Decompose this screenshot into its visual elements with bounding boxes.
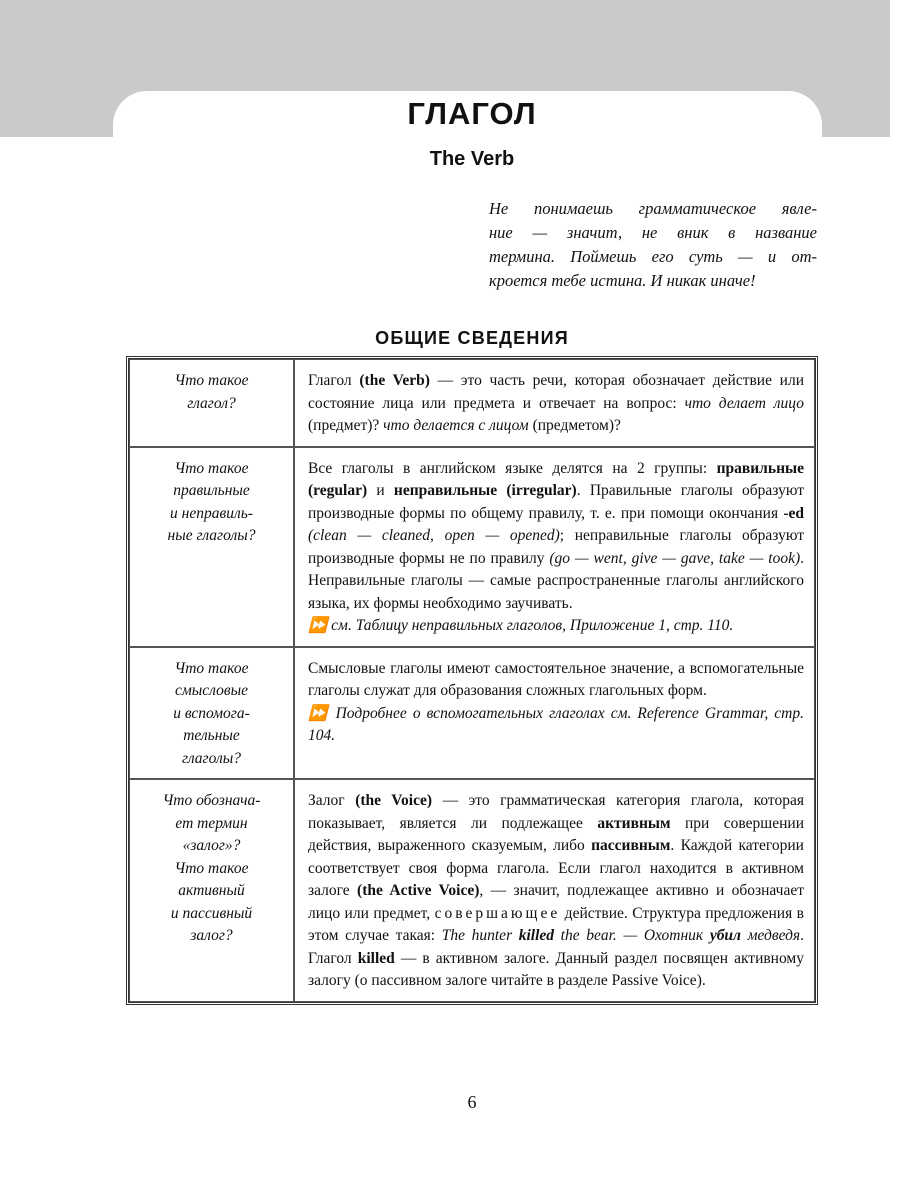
question-line: правильные (173, 482, 250, 499)
answer-example-verb: killed (518, 927, 555, 944)
answer-text: ; неправильные глаголы образуют производные формы не по правилу (308, 527, 804, 567)
answer-emphasis: что делается с лицом (383, 417, 529, 434)
answer-text: Глагол (308, 372, 360, 389)
answer-term: -ed (783, 504, 804, 522)
question-cell (129, 779, 294, 1002)
answer-text: . Глагол (308, 927, 805, 967)
answer-cell (294, 647, 815, 780)
page-subtitle: The Verb (429, 148, 515, 170)
question-line: и вспомога- (173, 704, 250, 722)
answer-text: (предметом)? (528, 417, 621, 434)
epigraph-line: ние — значит, не вник в название (489, 223, 817, 242)
question-line: залог? (190, 927, 233, 944)
answer-term: (the Verb) (359, 372, 430, 389)
answer-term: правильные (regular) (308, 459, 804, 499)
epigraph-line: термина. Поймешь его суть — и от- (489, 247, 817, 266)
answer-example: the bear. — Охотник (554, 927, 710, 944)
answer-text: , — значит, подлежащее активно и обозначает лицо или предмет, (308, 882, 805, 922)
answer-cell (294, 359, 815, 447)
epigraph-line: кроется тебе истина. И никак иначе! (489, 271, 756, 290)
answer-text: — в активном залоге. Данный раздел посвящен активному залогу (о пассивном залоге читайте в разделе Passive Voice). (308, 949, 804, 989)
question-line: тельные (183, 727, 240, 744)
table-row (129, 359, 815, 447)
answer-text: — это часть речи, которая обозначает действие или состояние лица или предмета и отвечает на вопрос: (308, 372, 804, 412)
question-line: смысловые (175, 682, 248, 699)
question-line: и пассивный (170, 904, 253, 922)
answer-example-verb: убил (709, 927, 742, 944)
answer-example: медведя (741, 927, 801, 944)
answer-cell (294, 447, 815, 647)
answer-text: Залог (308, 792, 356, 809)
question-line: ные глаголы? (167, 527, 256, 544)
epigraph-line: Не понимаешь грамматическое явле- (489, 199, 817, 218)
answer-cell (294, 779, 815, 1002)
table-row (129, 779, 815, 1002)
answer-text: — это грамматическая категория глагола, которая показывает, является ли подлежащее (308, 792, 805, 832)
answer-term: активным (597, 814, 671, 832)
answer-emphasis: что делает лицо (684, 394, 804, 412)
question-cell (129, 647, 294, 780)
answer-term: (the Voice) (355, 792, 433, 809)
question-line: глаголы? (182, 749, 241, 767)
question-line: Что такое (174, 859, 249, 877)
question-line: Что такое (174, 372, 249, 389)
answer-spaced-word: совершающее (434, 904, 561, 922)
cross-reference: ⏩ см. Таблицу неправильных глаголов, Приложение 1, стр. 110. (308, 617, 734, 634)
question-line: и неправиль- (170, 504, 253, 522)
table-row (129, 647, 815, 780)
question-line: Что такое (174, 459, 249, 477)
question-line: активный (178, 882, 245, 899)
answer-example: The hunter (441, 927, 519, 944)
epigraph (489, 197, 817, 293)
answer-term: неправильные (irregular) (393, 482, 577, 499)
question-line: Что обознача- (162, 792, 261, 809)
question-cell (129, 447, 294, 647)
question-line: «залог»? (182, 837, 241, 854)
answer-text: Смысловые глаголы имеют самостоятельное значение, а вспомогательные глаголы служат для образования сложных глагольных форм. (308, 659, 804, 699)
answer-example: (clean — cleaned, open — opened) (308, 527, 560, 544)
answer-term: killed (357, 949, 395, 967)
answer-text: Все глаголы в английском языке делятся на 2 группы: (308, 459, 717, 477)
question-line: ет термин (175, 814, 248, 832)
answer-text: и (367, 482, 394, 499)
cross-reference: ⏩ Подробнее о вспомогательных глаголах см. Reference Grammar, стр. 104. (308, 704, 804, 744)
answer-text: . Каждой категории соответствует своя форма глагола. Если глагол находится в активном залоге (308, 837, 804, 899)
question-cell (129, 359, 294, 447)
section-title: ОБЩИЕ СВЕДЕНИЯ (375, 328, 569, 348)
answer-term: пассивным (591, 837, 671, 854)
question-line: Что такое (174, 659, 249, 677)
answer-text: (предмет)? (308, 417, 384, 434)
answer-text: действие. Структура предложения в этом случае такая: (308, 904, 804, 944)
answer-text: . Неправильные глаголы — самые распространенные глаголы английского языка, их формы необходимо заучивать. (308, 549, 804, 612)
answer-text: . Правильные глаголы образуют производные формы по общему правилу, т. е. при помощи окончания (308, 482, 804, 522)
answer-text: при совершении действия, выраженного сказуемым, либо (308, 814, 804, 854)
table-row (129, 447, 815, 647)
answer-example: (go — went, give — gave, take — took) (549, 549, 801, 567)
question-line: глагол? (187, 394, 236, 412)
page-title: ГЛАГОЛ (407, 96, 537, 131)
answer-term: (the Active Voice) (357, 882, 480, 899)
info-table (126, 356, 818, 1005)
page-number: 6 (467, 1092, 477, 1112)
